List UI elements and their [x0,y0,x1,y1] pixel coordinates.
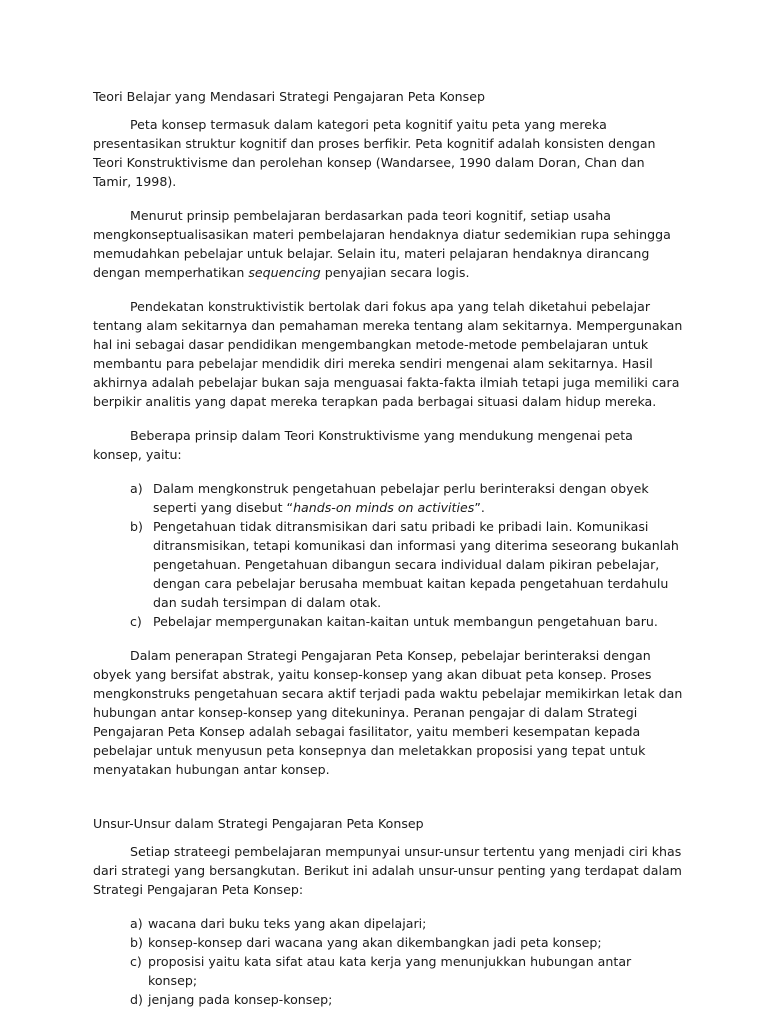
section-spacer [93,794,683,814]
list-item [93,914,683,933]
list-marker: a) [130,481,143,496]
section-heading-unsur-unsur: Unsur-Unsur dalam Strategi Pengajaran Peta Konsep [93,816,424,831]
list-item-text: jenjang pada konsep-konsep; [148,992,333,1007]
document-page [93,87,683,1024]
italic-term-hands-on: hands-on minds on activities [293,500,475,515]
list-marker: a) [130,916,143,931]
list-item-text: Pebelajar mempergunakan kaitan-kaitan untuk membangun pengetahuan baru. [153,614,658,629]
italic-term-sequencing: sequencing [248,265,321,280]
list-item [93,952,683,990]
paragraph-text: Menurut prinsip pembelajaran berdasarkan pada teori kognitif, setiap usaha mengkonseptualisasikan materi pembelajaran hendaknya diatur sedemikian rupa sehingga memudahkan pebelajar untuk belajar. Selain itu, materi pelajaran hendaknya dirancang dengan memperhatikan [93,208,671,280]
list-marker: c) [130,614,142,629]
paragraph-pendekatan-konstruktivistik: Pendekatan konstruktivistik bertolak dari fokus apa yang telah diketahui pebelajar tentang alam sekitarnya dan pemahaman mereka tentang alam sekitarnya. Mempergunakan hal ini sebagai dasar pendidikan mengembangkan metode-metode pembelajaran untuk membantu para pebelajar mendidik diri mereka sendiri mengenai alam sekitarnya. Hasil akhirnya adalah pebelajar bukan saja menguasai fakta-fakta ilmiah tetapi juga memiliki cara berpikir analitis yang dapat mereka terapkan pada berbagai situasi dalam hidup mereka. [93,299,683,409]
list-item-text: konsep-konsep dari wacana yang akan dikembangkan jadi peta konsep; [148,935,602,950]
paragraph-text: penyajian secara logis. [320,265,470,280]
principles-list [93,479,683,631]
list-marker: d) [130,992,143,1007]
list-item-text: wacana dari buku teks yang akan dipelajari; [148,916,427,931]
list-item-text: ”. [474,500,485,515]
list-item-text: Dalam mengkonstruk pengetahuan pebelajar perlu berinteraksi dengan obyek seperti yang disebut “ [153,481,649,515]
paragraph-penerapan-strategi: Dalam penerapan Strategi Pengajaran Peta Konsep, pebelajar berinteraksi dengan obyek yang bersifat abstrak, yaitu konsep-konsep yang akan dibuat peta konsep. Proses mengkonstruks pengetahuan secara aktif terjadi pada waktu pebelajar memikirkan letak dan hubungan antar konsep-konsep yang ditekuninya. Peranan pengajar di dalam Strategi Pengajaran Peta Konsep adalah sebagai fasilitator, yaitu memberi kesempatan kepada pebelajar untuk menyusun peta konsepnya dan meletakkan proposisi yang tepat untuk menyatakan hubungan antar konsep. [93,648,683,777]
paragraph-prinsip-pembelajaran [93,206,683,282]
paragraph-beberapa-prinsip: Beberapa prinsip dalam Teori Konstruktivisme yang mendukung mengenai peta konsep, yaitu: [93,428,633,462]
paragraph-setiap-strategi: Setiap strateegi pembelajaran mempunyai unsur-unsur tertentu yang menjadi ciri khas dari strategi yang bersangkutan. Berikut ini adalah unsur-unsur penting yang terdapat dalam Strategi Pengajaran Peta Konsep: [93,844,682,897]
list-item-text: Pengetahuan tidak ditransmisikan dari satu pribadi ke pribadi lain. Komunikasi ditransmisikan, tetapi komunikasi dan informasi yang diterima seseorang bukanlah pengetahuan. Pengetahuan dibangun secara individual dalam pikiran pebelajar, dengan cara pebelajar berusaha membuat kaitan kepada pengetahuan terdahulu dan sudah tersimpan di dalam otak. [153,519,679,610]
section-heading-teori-belajar: Teori Belajar yang Mendasari Strategi Pengajaran Peta Konsep [93,89,485,104]
list-item [93,517,683,612]
paragraph-peta-konsep-definition: Peta konsep termasuk dalam kategori peta kognitif yaitu peta yang mereka presentasikan struktur kognitif dan proses berfikir. Peta kognitif adalah konsisten dengan Teori Konstruktivisme dan perolehan konsep (Wandarsee, 1990 dalam Doran, Chan dan Tamir, 1998). [93,117,656,189]
list-item-text: proposisi yaitu kata sifat atau kata kerja yang menunjukkan hubungan antar konsep; [148,954,632,988]
list-marker: b) [130,935,143,950]
elements-list [93,914,683,1009]
list-item [93,612,683,631]
list-item [93,990,683,1009]
list-marker: b) [130,519,143,534]
list-item [93,479,683,517]
list-item [93,933,683,952]
list-marker: c) [130,954,142,969]
